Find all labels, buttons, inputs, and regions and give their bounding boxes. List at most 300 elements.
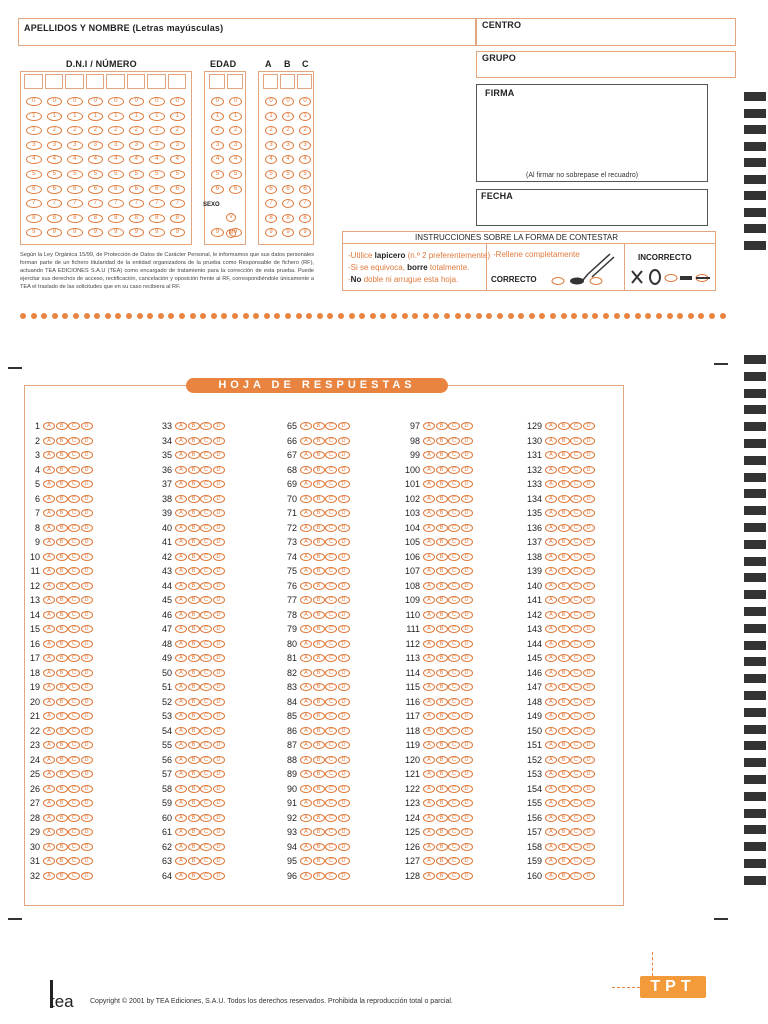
answer-bubble-d[interactable]: D <box>461 828 473 836</box>
answer-bubble-b[interactable]: B <box>436 582 448 590</box>
answer-bubble-b[interactable]: B <box>313 495 325 503</box>
dni-bubble-0[interactable]: 0 <box>67 97 83 106</box>
abc-bubble-8[interactable]: 8 <box>299 214 311 223</box>
answer-bubble-a[interactable]: A <box>423 567 435 575</box>
abc-bubble-4[interactable]: 4 <box>282 155 294 164</box>
answer-bubble-a[interactable]: A <box>423 495 435 503</box>
answer-bubble-c[interactable]: C <box>448 785 460 793</box>
answer-bubble-b[interactable]: B <box>313 437 325 445</box>
answer-bubble-a[interactable]: A <box>300 640 312 648</box>
answer-bubble-c[interactable]: C <box>325 596 337 604</box>
answer-bubble-c[interactable]: C <box>325 509 337 517</box>
answer-bubble-a[interactable]: A <box>43 451 55 459</box>
answer-bubble-b[interactable]: B <box>56 756 68 764</box>
answer-bubble-d[interactable]: D <box>81 712 93 720</box>
answer-bubble-a[interactable]: A <box>43 799 55 807</box>
answer-bubble-d[interactable]: D <box>338 553 350 561</box>
answer-bubble-b[interactable]: B <box>558 712 570 720</box>
answer-bubble-a[interactable]: A <box>43 727 55 735</box>
answer-bubble-c[interactable]: C <box>448 683 460 691</box>
dni-bubble-6[interactable]: 6 <box>170 185 186 194</box>
answer-bubble-a[interactable]: A <box>43 669 55 677</box>
answer-bubble-a[interactable]: A <box>175 828 187 836</box>
dni-bubble-6[interactable]: 6 <box>149 185 165 194</box>
dni-bubble-2[interactable]: 2 <box>26 126 42 135</box>
answer-bubble-d[interactable]: D <box>583 872 595 880</box>
answer-bubble-b[interactable]: B <box>436 712 448 720</box>
answer-bubble-b[interactable]: B <box>313 712 325 720</box>
answer-bubble-a[interactable]: A <box>545 437 557 445</box>
answer-bubble-d[interactable]: D <box>461 509 473 517</box>
answer-bubble-d[interactable]: D <box>583 785 595 793</box>
answer-bubble-d[interactable]: D <box>338 843 350 851</box>
answer-bubble-d[interactable]: D <box>583 625 595 633</box>
answer-bubble-a[interactable]: A <box>175 770 187 778</box>
answer-bubble-b[interactable]: B <box>313 698 325 706</box>
abc-bubble-1[interactable]: 1 <box>282 112 294 121</box>
answer-bubble-d[interactable]: D <box>583 466 595 474</box>
answer-bubble-b[interactable]: B <box>558 611 570 619</box>
answer-bubble-b[interactable]: B <box>188 857 200 865</box>
answer-bubble-d[interactable]: D <box>461 495 473 503</box>
answer-bubble-d[interactable]: D <box>461 538 473 546</box>
answer-bubble-b[interactable]: B <box>56 640 68 648</box>
answer-bubble-c[interactable]: C <box>448 872 460 880</box>
answer-bubble-c[interactable]: C <box>325 480 337 488</box>
answer-bubble-b[interactable]: B <box>188 770 200 778</box>
answer-bubble-a[interactable]: A <box>300 538 312 546</box>
dni-bubble-7[interactable]: 7 <box>26 199 42 208</box>
answer-bubble-a[interactable]: A <box>300 466 312 474</box>
answer-bubble-a[interactable]: A <box>423 625 435 633</box>
answer-bubble-d[interactable]: D <box>583 524 595 532</box>
answer-bubble-d[interactable]: D <box>461 756 473 764</box>
answer-bubble-a[interactable]: A <box>545 683 557 691</box>
answer-bubble-d[interactable]: D <box>338 770 350 778</box>
answer-bubble-a[interactable]: A <box>300 422 312 430</box>
answer-bubble-b[interactable]: B <box>436 422 448 430</box>
answer-bubble-b[interactable]: B <box>558 625 570 633</box>
answer-bubble-c[interactable]: C <box>448 640 460 648</box>
answer-bubble-d[interactable]: D <box>213 640 225 648</box>
answer-bubble-d[interactable]: D <box>81 770 93 778</box>
dni-bubble-0[interactable]: 0 <box>149 97 165 106</box>
answer-bubble-a[interactable]: A <box>175 712 187 720</box>
answer-bubble-b[interactable]: B <box>313 625 325 633</box>
answer-bubble-a[interactable]: A <box>43 770 55 778</box>
abc-bubble-7[interactable]: 7 <box>299 199 311 208</box>
answer-bubble-c[interactable]: C <box>68 741 80 749</box>
edad-bubble-9[interactable]: 9 <box>229 228 242 237</box>
answer-bubble-b[interactable]: B <box>56 683 68 691</box>
answer-bubble-b[interactable]: B <box>558 828 570 836</box>
answer-bubble-c[interactable]: C <box>325 582 337 590</box>
answer-bubble-c[interactable]: C <box>570 843 582 851</box>
answer-bubble-a[interactable]: A <box>545 785 557 793</box>
answer-bubble-b[interactable]: B <box>188 741 200 749</box>
answer-bubble-a[interactable]: A <box>43 567 55 575</box>
dni-bubble-2[interactable]: 2 <box>67 126 83 135</box>
dni-bubble-4[interactable]: 4 <box>149 155 165 164</box>
answer-bubble-d[interactable]: D <box>583 640 595 648</box>
dni-bubble-3[interactable]: 3 <box>88 141 104 150</box>
answer-bubble-a[interactable]: A <box>175 741 187 749</box>
answer-bubble-a[interactable]: A <box>545 495 557 503</box>
answer-bubble-d[interactable]: D <box>461 437 473 445</box>
answer-bubble-c[interactable]: C <box>448 654 460 662</box>
answer-bubble-c[interactable]: C <box>200 814 212 822</box>
answer-bubble-b[interactable]: B <box>436 437 448 445</box>
answer-bubble-a[interactable]: A <box>423 741 435 749</box>
answer-bubble-d[interactable]: D <box>583 553 595 561</box>
dni-bubble-3[interactable]: 3 <box>67 141 83 150</box>
answer-bubble-b[interactable]: B <box>56 654 68 662</box>
dni-bubble-9[interactable]: 9 <box>129 228 145 237</box>
answer-bubble-d[interactable]: D <box>583 422 595 430</box>
answer-bubble-b[interactable]: B <box>188 596 200 604</box>
answer-bubble-b[interactable]: B <box>313 669 325 677</box>
answer-bubble-d[interactable]: D <box>81 698 93 706</box>
answer-bubble-b[interactable]: B <box>313 538 325 546</box>
answer-bubble-b[interactable]: B <box>436 683 448 691</box>
answer-bubble-c[interactable]: C <box>200 582 212 590</box>
dni-bubble-3[interactable]: 3 <box>170 141 186 150</box>
answer-bubble-b[interactable]: B <box>436 553 448 561</box>
answer-bubble-c[interactable]: C <box>325 451 337 459</box>
answer-bubble-b[interactable]: B <box>436 698 448 706</box>
answer-bubble-d[interactable]: D <box>81 553 93 561</box>
answer-bubble-a[interactable]: A <box>175 422 187 430</box>
answer-bubble-a[interactable]: A <box>545 799 557 807</box>
answer-bubble-d[interactable]: D <box>81 509 93 517</box>
answer-bubble-a[interactable]: A <box>423 596 435 604</box>
answer-bubble-b[interactable]: B <box>313 683 325 691</box>
answer-bubble-c[interactable]: C <box>448 770 460 778</box>
abc-bubble-3[interactable]: 3 <box>282 141 294 150</box>
answer-bubble-c[interactable]: C <box>200 669 212 677</box>
answer-bubble-d[interactable]: D <box>583 582 595 590</box>
answer-bubble-c[interactable]: C <box>325 872 337 880</box>
answer-bubble-a[interactable]: A <box>300 437 312 445</box>
answer-bubble-b[interactable]: B <box>188 814 200 822</box>
answer-bubble-c[interactable]: C <box>448 756 460 764</box>
dni-entry-cell[interactable] <box>24 74 43 89</box>
answer-bubble-b[interactable]: B <box>56 872 68 880</box>
answer-bubble-c[interactable]: C <box>570 524 582 532</box>
abc-bubble-1[interactable]: 1 <box>299 112 311 121</box>
answer-bubble-b[interactable]: B <box>436 828 448 836</box>
answer-bubble-b[interactable]: B <box>188 727 200 735</box>
answer-bubble-d[interactable]: D <box>338 437 350 445</box>
answer-bubble-c[interactable]: C <box>448 828 460 836</box>
answer-bubble-c[interactable]: C <box>570 538 582 546</box>
dni-bubble-8[interactable]: 8 <box>149 214 165 223</box>
dni-entry-cell[interactable] <box>65 74 84 89</box>
answer-bubble-b[interactable]: B <box>436 654 448 662</box>
answer-bubble-a[interactable]: A <box>545 669 557 677</box>
dni-bubble-5[interactable]: 5 <box>170 170 186 179</box>
dni-entry-cell[interactable] <box>106 74 125 89</box>
answer-bubble-a[interactable]: A <box>43 756 55 764</box>
answer-bubble-b[interactable]: B <box>558 640 570 648</box>
abc-bubble-5[interactable]: 5 <box>299 170 311 179</box>
answer-bubble-c[interactable]: C <box>200 625 212 633</box>
abc-bubble-4[interactable]: 4 <box>265 155 277 164</box>
dni-bubble-7[interactable]: 7 <box>149 199 165 208</box>
answer-bubble-c[interactable]: C <box>448 727 460 735</box>
answer-bubble-c[interactable]: C <box>200 611 212 619</box>
answer-bubble-a[interactable]: A <box>423 582 435 590</box>
dni-bubble-9[interactable]: 9 <box>67 228 83 237</box>
dni-bubble-7[interactable]: 7 <box>88 199 104 208</box>
answer-bubble-c[interactable]: C <box>570 553 582 561</box>
answer-bubble-a[interactable]: A <box>43 422 55 430</box>
answer-bubble-c[interactable]: C <box>448 437 460 445</box>
answer-bubble-d[interactable]: D <box>461 698 473 706</box>
answer-bubble-d[interactable]: D <box>461 553 473 561</box>
answer-bubble-b[interactable]: B <box>188 654 200 662</box>
answer-bubble-d[interactable]: D <box>583 698 595 706</box>
dni-bubble-0[interactable]: 0 <box>88 97 104 106</box>
answer-bubble-a[interactable]: A <box>175 582 187 590</box>
answer-bubble-c[interactable]: C <box>200 538 212 546</box>
dni-bubble-1[interactable]: 1 <box>170 112 186 121</box>
edad-bubble-9[interactable]: 9 <box>211 228 224 237</box>
answer-bubble-d[interactable]: D <box>338 640 350 648</box>
dni-bubble-7[interactable]: 7 <box>129 199 145 208</box>
answer-bubble-c[interactable]: C <box>570 857 582 865</box>
dni-bubble-0[interactable]: 0 <box>47 97 63 106</box>
answer-bubble-a[interactable]: A <box>175 495 187 503</box>
answer-bubble-b[interactable]: B <box>558 437 570 445</box>
answer-bubble-a[interactable]: A <box>43 828 55 836</box>
abc-bubble-3[interactable]: 3 <box>265 141 277 150</box>
answer-bubble-a[interactable]: A <box>175 524 187 532</box>
answer-bubble-c[interactable]: C <box>200 857 212 865</box>
answer-bubble-b[interactable]: B <box>558 814 570 822</box>
answer-bubble-d[interactable]: D <box>461 727 473 735</box>
answer-bubble-b[interactable]: B <box>188 582 200 590</box>
dni-bubble-7[interactable]: 7 <box>47 199 63 208</box>
answer-bubble-a[interactable]: A <box>300 582 312 590</box>
answer-bubble-c[interactable]: C <box>448 799 460 807</box>
answer-bubble-c[interactable]: C <box>200 828 212 836</box>
answer-bubble-c[interactable]: C <box>448 466 460 474</box>
answer-bubble-d[interactable]: D <box>583 712 595 720</box>
answer-bubble-c[interactable]: C <box>448 538 460 546</box>
answer-bubble-c[interactable]: C <box>200 422 212 430</box>
dni-bubble-4[interactable]: 4 <box>67 155 83 164</box>
answer-bubble-c[interactable]: C <box>68 596 80 604</box>
answer-bubble-c[interactable]: C <box>570 640 582 648</box>
answer-bubble-c[interactable]: C <box>68 582 80 590</box>
abc-bubble-3[interactable]: 3 <box>299 141 311 150</box>
answer-bubble-c[interactable]: C <box>325 495 337 503</box>
answer-bubble-b[interactable]: B <box>436 567 448 575</box>
answer-bubble-c[interactable]: C <box>570 437 582 445</box>
answer-bubble-d[interactable]: D <box>81 567 93 575</box>
answer-bubble-c[interactable]: C <box>448 625 460 633</box>
edad-bubble-4[interactable]: 4 <box>229 155 242 164</box>
answer-bubble-d[interactable]: D <box>461 567 473 575</box>
answer-bubble-a[interactable]: A <box>43 553 55 561</box>
dni-bubble-5[interactable]: 5 <box>67 170 83 179</box>
answer-bubble-a[interactable]: A <box>43 857 55 865</box>
answer-bubble-b[interactable]: B <box>188 799 200 807</box>
answer-bubble-d[interactable]: D <box>583 828 595 836</box>
answer-bubble-c[interactable]: C <box>325 466 337 474</box>
answer-bubble-a[interactable]: A <box>423 727 435 735</box>
dni-bubble-2[interactable]: 2 <box>170 126 186 135</box>
answer-bubble-a[interactable]: A <box>300 611 312 619</box>
answer-bubble-c[interactable]: C <box>448 741 460 749</box>
answer-bubble-b[interactable]: B <box>56 698 68 706</box>
dni-bubble-5[interactable]: 5 <box>47 170 63 179</box>
answer-bubble-b[interactable]: B <box>56 625 68 633</box>
answer-bubble-b[interactable]: B <box>188 611 200 619</box>
answer-bubble-b[interactable]: B <box>436 625 448 633</box>
answer-bubble-d[interactable]: D <box>81 669 93 677</box>
answer-bubble-d[interactable]: D <box>338 756 350 764</box>
answer-bubble-d[interactable]: D <box>461 712 473 720</box>
answer-bubble-b[interactable]: B <box>313 770 325 778</box>
answer-bubble-c[interactable]: C <box>325 553 337 561</box>
answer-bubble-d[interactable]: D <box>213 654 225 662</box>
edad-entry-cell[interactable] <box>209 74 225 89</box>
answer-bubble-d[interactable]: D <box>213 567 225 575</box>
answer-bubble-a[interactable]: A <box>545 480 557 488</box>
answer-bubble-a[interactable]: A <box>175 553 187 561</box>
dni-entry-cell[interactable] <box>127 74 146 89</box>
answer-bubble-c[interactable]: C <box>68 727 80 735</box>
answer-bubble-a[interactable]: A <box>545 625 557 633</box>
answer-bubble-a[interactable]: A <box>300 596 312 604</box>
dni-bubble-2[interactable]: 2 <box>88 126 104 135</box>
answer-bubble-d[interactable]: D <box>583 451 595 459</box>
abc-entry-cell[interactable] <box>280 74 295 89</box>
answer-bubble-d[interactable]: D <box>213 582 225 590</box>
answer-bubble-d[interactable]: D <box>338 698 350 706</box>
answer-bubble-c[interactable]: C <box>200 770 212 778</box>
answer-bubble-b[interactable]: B <box>188 828 200 836</box>
answer-bubble-a[interactable]: A <box>300 843 312 851</box>
answer-bubble-c[interactable]: C <box>68 553 80 561</box>
answer-bubble-b[interactable]: B <box>558 567 570 575</box>
answer-bubble-b[interactable]: B <box>558 799 570 807</box>
answer-bubble-d[interactable]: D <box>461 741 473 749</box>
answer-bubble-c[interactable]: C <box>448 857 460 865</box>
answer-bubble-a[interactable]: A <box>545 814 557 822</box>
answer-bubble-c[interactable]: C <box>570 741 582 749</box>
answer-bubble-a[interactable]: A <box>300 828 312 836</box>
answer-bubble-c[interactable]: C <box>68 509 80 517</box>
answer-bubble-b[interactable]: B <box>558 770 570 778</box>
answer-bubble-d[interactable]: D <box>81 785 93 793</box>
answer-bubble-b[interactable]: B <box>313 422 325 430</box>
answer-bubble-d[interactable]: D <box>213 814 225 822</box>
dni-bubble-5[interactable]: 5 <box>88 170 104 179</box>
answer-bubble-a[interactable]: A <box>545 872 557 880</box>
answer-bubble-b[interactable]: B <box>56 741 68 749</box>
answer-bubble-c[interactable]: C <box>448 814 460 822</box>
answer-bubble-c[interactable]: C <box>325 770 337 778</box>
answer-bubble-b[interactable]: B <box>313 451 325 459</box>
edad-bubble-4[interactable]: 4 <box>211 155 224 164</box>
answer-bubble-b[interactable]: B <box>56 567 68 575</box>
answer-bubble-d[interactable]: D <box>338 451 350 459</box>
answer-bubble-d[interactable]: D <box>213 509 225 517</box>
answer-bubble-d[interactable]: D <box>213 422 225 430</box>
dni-bubble-0[interactable]: 0 <box>26 97 42 106</box>
answer-bubble-a[interactable]: A <box>43 654 55 662</box>
answer-bubble-b[interactable]: B <box>188 553 200 561</box>
dni-bubble-6[interactable]: 6 <box>108 185 124 194</box>
answer-bubble-c[interactable]: C <box>570 611 582 619</box>
answer-bubble-a[interactable]: A <box>423 611 435 619</box>
answer-bubble-a[interactable]: A <box>545 857 557 865</box>
answer-bubble-c[interactable]: C <box>448 712 460 720</box>
answer-bubble-c[interactable]: C <box>570 727 582 735</box>
answer-bubble-a[interactable]: A <box>175 814 187 822</box>
answer-bubble-c[interactable]: C <box>325 683 337 691</box>
answer-bubble-a[interactable]: A <box>43 509 55 517</box>
answer-bubble-d[interactable]: D <box>213 741 225 749</box>
answer-bubble-b[interactable]: B <box>56 828 68 836</box>
edad-bubble-0[interactable]: 0 <box>211 97 224 106</box>
answer-bubble-a[interactable]: A <box>175 872 187 880</box>
answer-bubble-b[interactable]: B <box>558 480 570 488</box>
answer-bubble-c[interactable]: C <box>200 872 212 880</box>
answer-bubble-d[interactable]: D <box>213 596 225 604</box>
edad-bubble-2[interactable]: 2 <box>211 126 224 135</box>
answer-bubble-a[interactable]: A <box>545 640 557 648</box>
answer-bubble-d[interactable]: D <box>81 538 93 546</box>
dni-entry-cell[interactable] <box>147 74 166 89</box>
answer-bubble-a[interactable]: A <box>175 669 187 677</box>
answer-bubble-a[interactable]: A <box>300 727 312 735</box>
answer-bubble-b[interactable]: B <box>313 596 325 604</box>
answer-bubble-c[interactable]: C <box>325 567 337 575</box>
answer-bubble-c[interactable]: C <box>325 843 337 851</box>
answer-bubble-d[interactable]: D <box>213 857 225 865</box>
answer-bubble-b[interactable]: B <box>558 654 570 662</box>
answer-bubble-b[interactable]: B <box>313 872 325 880</box>
answer-bubble-a[interactable]: A <box>423 683 435 691</box>
answer-bubble-c[interactable]: C <box>68 770 80 778</box>
dni-bubble-1[interactable]: 1 <box>67 112 83 121</box>
answer-bubble-d[interactable]: D <box>583 480 595 488</box>
answer-bubble-d[interactable]: D <box>81 756 93 764</box>
answer-bubble-b[interactable]: B <box>558 756 570 764</box>
dni-bubble-5[interactable]: 5 <box>129 170 145 179</box>
abc-bubble-9[interactable]: 9 <box>299 228 311 237</box>
answer-bubble-a[interactable]: A <box>175 567 187 575</box>
answer-bubble-c[interactable]: C <box>68 422 80 430</box>
dni-bubble-8[interactable]: 8 <box>129 214 145 223</box>
answer-bubble-c[interactable]: C <box>200 553 212 561</box>
answer-bubble-a[interactable]: A <box>423 480 435 488</box>
dni-bubble-0[interactable]: 0 <box>108 97 124 106</box>
answer-bubble-c[interactable]: C <box>325 727 337 735</box>
answer-bubble-b[interactable]: B <box>313 567 325 575</box>
answer-bubble-b[interactable]: B <box>436 727 448 735</box>
answer-bubble-c[interactable]: C <box>200 698 212 706</box>
answer-bubble-c[interactable]: C <box>200 799 212 807</box>
answer-bubble-d[interactable]: D <box>213 553 225 561</box>
answer-bubble-d[interactable]: D <box>461 857 473 865</box>
answer-bubble-b[interactable]: B <box>436 756 448 764</box>
dni-bubble-9[interactable]: 9 <box>108 228 124 237</box>
